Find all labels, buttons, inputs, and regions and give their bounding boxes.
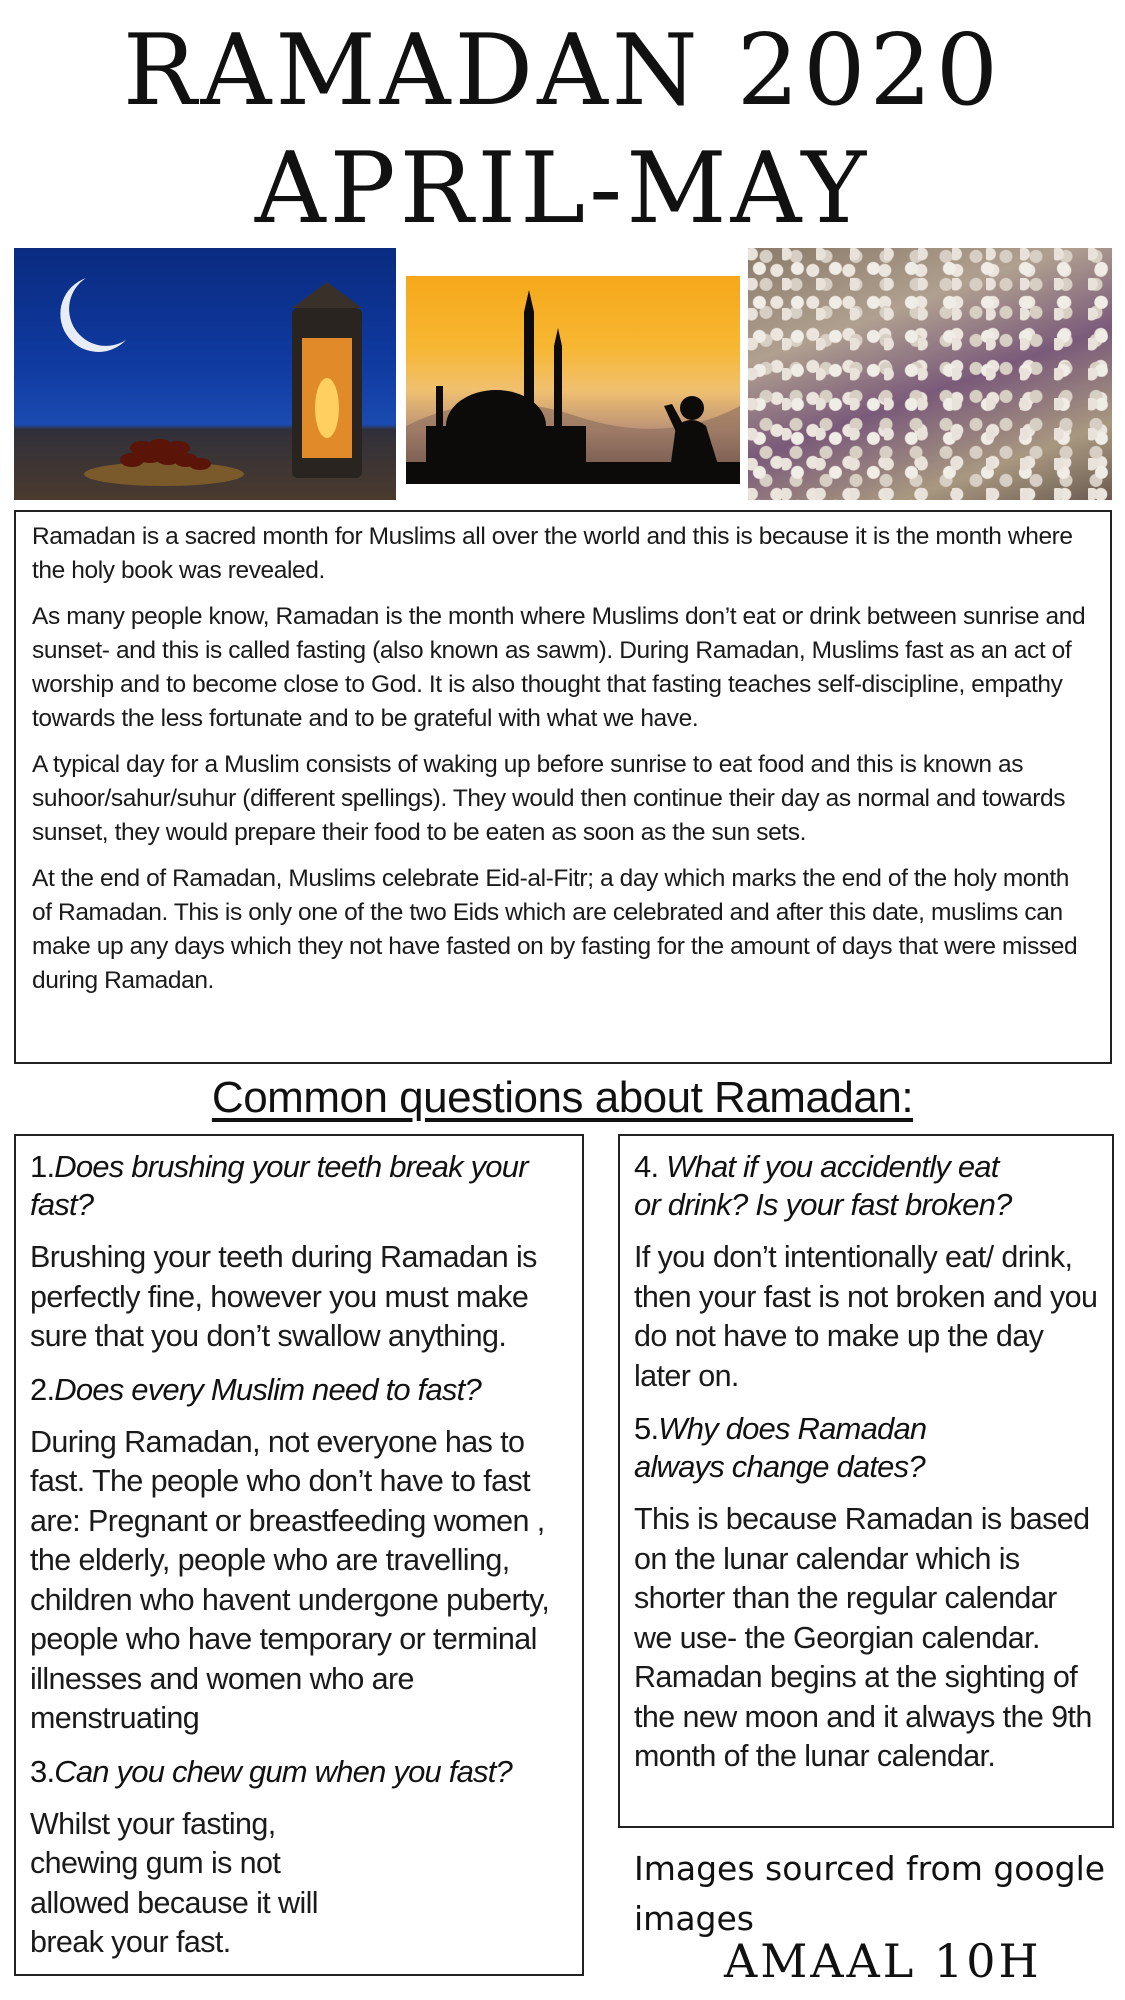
question-1-number: 1.: [30, 1149, 55, 1184]
questions-heading: Common questions about Ramadan:: [211, 1073, 914, 1122]
image-credit: Images sourced from google images: [634, 1849, 1106, 1938]
question-1: [30, 1148, 568, 1224]
question-1-text: Does brushing your teeth break your fast?: [30, 1149, 528, 1222]
questions-left-box: [14, 1134, 584, 1976]
question-5: [634, 1410, 934, 1486]
mosque-silhouette-photo: [406, 276, 740, 484]
intro-paragraph-4: At the end of Ramadan, Muslims celebrate Eid-al-Fitr; a day which marks the end of the holy month of Ramadan. This is only one of the two Eids which are celebrated and after this date, muslims can make up any days which they not have fasted on by fasting for the amount of days that were missed during Ramadan.: [32, 865, 1078, 994]
answer-5: This is because Ramadan is based on the lunar calendar which is shorter than the regular calendar we use- the Georgian calendar. Ramadan begins at the sighting of the new moon and it always the 9th month of the lunar calendar.: [634, 1502, 1092, 1773]
answer-1: Brushing your teeth during Ramadan is perfectly fine, however you must make sure that you don’t swallow anything.: [30, 1240, 537, 1353]
question-4: [634, 1148, 1014, 1224]
question-3-number: 3.: [30, 1753, 55, 1789]
page-title-line-1: RAMADAN 2020: [122, 14, 1003, 128]
questions-right-box: [618, 1134, 1114, 1828]
prayer-crowd-photo: [748, 248, 1112, 500]
question-2-text: Does every Muslim need to fast?: [54, 1371, 481, 1407]
answer-4: If you don’t intentionally eat/ drink, then your fast is not broken and you do not have to make up the day later on.: [634, 1240, 1098, 1393]
question-2-number: 2.: [30, 1371, 55, 1407]
intro-text-box: [14, 510, 1112, 1064]
question-4-number: 4.: [634, 1149, 667, 1184]
question-5-number: 5.: [634, 1411, 659, 1446]
intro-paragraph-2: As many people know, Ramadan is the month where Muslims don’t eat or drink between sunrise and sunset- and this is called fasting (also known as sawm). During Ramadan, Muslims fast as an act of worship and to become close to God. It is also thought that fasting teaches self-discipline, empathy towards the less fortunate and to be grateful with what we have.: [32, 603, 1086, 732]
question-3-text: Can you chew gum when you fast?: [54, 1753, 512, 1789]
question-4-text: What if you accidently eat or drink? Is your fast broken?: [634, 1149, 1012, 1222]
answer-2: During Ramadan, not everyone has to fast. The people who don’t have to fast are: Pregnant or breastfeeding women , the elderly, people who are travelling, children who havent undergone puberty, people who have temporary or terminal illnesses and women who are menstruating: [30, 1424, 550, 1735]
intro-paragraph-1: Ramadan is a sacred month for Muslims all over the world and this is because it is the month where the holy book was revealed.: [32, 523, 1073, 584]
question-5-text: Why does Ramadan always change dates?: [634, 1411, 927, 1484]
crescent-moon-icon: [14, 248, 396, 500]
moon-lantern-photo: [14, 248, 396, 500]
question-2: [30, 1371, 568, 1409]
question-3: [30, 1753, 568, 1791]
author-signature: AMAAL 10H: [724, 1934, 1042, 1988]
mosque-icon: [406, 276, 740, 484]
answer-3: Whilst your fasting, chewing gum is not allowed because it will break your fast.: [30, 1806, 318, 1959]
page-title-line-2: APRIL-MAY: [254, 132, 871, 246]
intro-paragraph-3: A typical day for a Muslim consists of waking up before sunrise to eat food and this is known as suhoor/sahur/suhur (different spellings). They would then continue their day as normal and towards sunset, they would prepare their food to be eaten as soon as the sun sets.: [32, 751, 1066, 846]
